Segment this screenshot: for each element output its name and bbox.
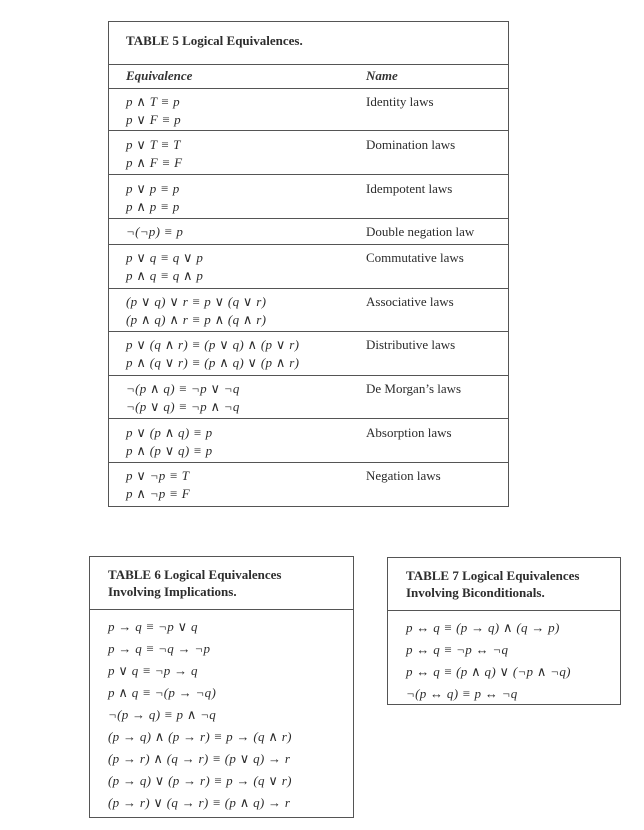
equivalence-line: (p → q) ∧ (p → r) ≡ p → (q ∧ r) <box>108 729 292 744</box>
row-divider <box>109 244 508 245</box>
law-name: Associative laws <box>366 294 454 309</box>
equivalence-line: p ∨ F ≡ p <box>126 112 181 127</box>
law-name: Identity laws <box>366 94 434 109</box>
equivalence-line: p ∨ p ≡ p <box>126 181 180 196</box>
equivalence-line: p ∨ ¬p ≡ T <box>126 468 190 483</box>
table-6 <box>89 556 354 818</box>
law-name: Domination laws <box>366 137 456 152</box>
equivalence-line: p ∨ q ≡ q ∨ p <box>126 250 204 265</box>
table-5 <box>108 21 509 507</box>
row-divider <box>109 331 508 332</box>
divider <box>109 88 508 89</box>
equivalence-line: p ∧ p ≡ p <box>126 199 180 214</box>
equivalence-line: p ∨ q ≡ ¬p → q <box>108 663 198 678</box>
divider <box>109 64 508 65</box>
equivalence-line: p ∧ ¬p ≡ F <box>126 486 191 501</box>
column-header-name: Name <box>366 68 398 83</box>
divider <box>388 610 620 611</box>
row-divider <box>109 462 508 463</box>
table-7 <box>387 557 621 705</box>
law-name: Double negation law <box>366 224 475 239</box>
equivalence-line: p ∧ T ≡ p <box>126 94 180 109</box>
table-7-title-line-2: Involving Biconditionals. <box>406 585 545 600</box>
row-divider <box>109 130 508 131</box>
row-divider <box>109 218 508 219</box>
law-name: Idempotent laws <box>366 181 453 196</box>
equivalence-line: (p → r) ∨ (q → r) ≡ (p ∧ q) → r <box>108 795 291 810</box>
equivalence-line: p ∧ q ≡ ¬(p → ¬q) <box>108 685 217 700</box>
law-name: Commutative laws <box>366 250 464 265</box>
equivalence-line: (p → r) ∧ (q → r) ≡ (p ∨ q) → r <box>108 751 291 766</box>
equivalence-line: ¬(p → q) ≡ p ∧ ¬q <box>108 707 217 722</box>
equivalence-line: p → q ≡ ¬p ∨ q <box>108 619 198 634</box>
row-divider <box>109 288 508 289</box>
equivalence-line: p ↔ q ≡ (p ∧ q) ∨ (¬p ∧ ¬q) <box>406 664 571 679</box>
equivalence-line: p ∨ (p ∧ q) ≡ p <box>126 425 213 440</box>
equivalence-line: (p ∧ q) ∧ r ≡ p ∧ (q ∧ r) <box>126 312 267 327</box>
equivalence-line: ¬(p ∧ q) ≡ ¬p ∨ ¬q <box>126 381 240 396</box>
column-header-equivalence: Equivalence <box>126 68 193 83</box>
equivalence-line: ¬(¬p) ≡ p <box>126 224 184 239</box>
row-divider <box>109 418 508 419</box>
divider <box>90 609 353 610</box>
equivalence-line: p → q ≡ ¬q → ¬p <box>108 641 211 656</box>
equivalence-line: p ↔ q ≡ ¬p ↔ ¬q <box>406 642 509 657</box>
equivalence-line: p ∧ (q ∨ r) ≡ (p ∧ q) ∨ (p ∧ r) <box>126 355 300 370</box>
equivalence-line: p ∧ q ≡ q ∧ p <box>126 268 204 283</box>
equivalence-line: p ∧ F ≡ F <box>126 155 183 170</box>
row-divider <box>109 174 508 175</box>
equivalence-line: (p → q) ∨ (p → r) ≡ p → (q ∨ r) <box>108 773 292 788</box>
table-5-title: TABLE 5 Logical Equivalences. <box>126 33 303 48</box>
law-name: Distributive laws <box>366 337 456 352</box>
table-7-title <box>406 567 579 601</box>
table-6-title <box>108 566 281 600</box>
table-6-title-line-1: TABLE 6 Logical Equivalences <box>108 567 282 582</box>
table-7-title-line-1: TABLE 7 Logical Equivalences <box>406 568 580 583</box>
law-name: De Morgan’s laws <box>366 381 462 396</box>
row-divider <box>109 375 508 376</box>
equivalence-line: p ∧ (p ∨ q) ≡ p <box>126 443 213 458</box>
equivalence-line: ¬(p ∨ q) ≡ ¬p ∧ ¬q <box>126 399 240 414</box>
equivalence-line: p ∨ (q ∧ r) ≡ (p ∨ q) ∧ (p ∨ r) <box>126 337 300 352</box>
law-name: Negation laws <box>366 468 441 483</box>
equivalence-line: ¬(p ↔ q) ≡ p ↔ ¬q <box>406 686 518 701</box>
equivalence-line: p ∨ T ≡ T <box>126 137 181 152</box>
law-name: Absorption laws <box>366 425 452 440</box>
table-6-title-line-2: Involving Implications. <box>108 584 237 599</box>
equivalence-line: (p ∨ q) ∨ r ≡ p ∨ (q ∨ r) <box>126 294 267 309</box>
equivalence-line: p ↔ q ≡ (p → q) ∧ (q → p) <box>406 620 560 635</box>
